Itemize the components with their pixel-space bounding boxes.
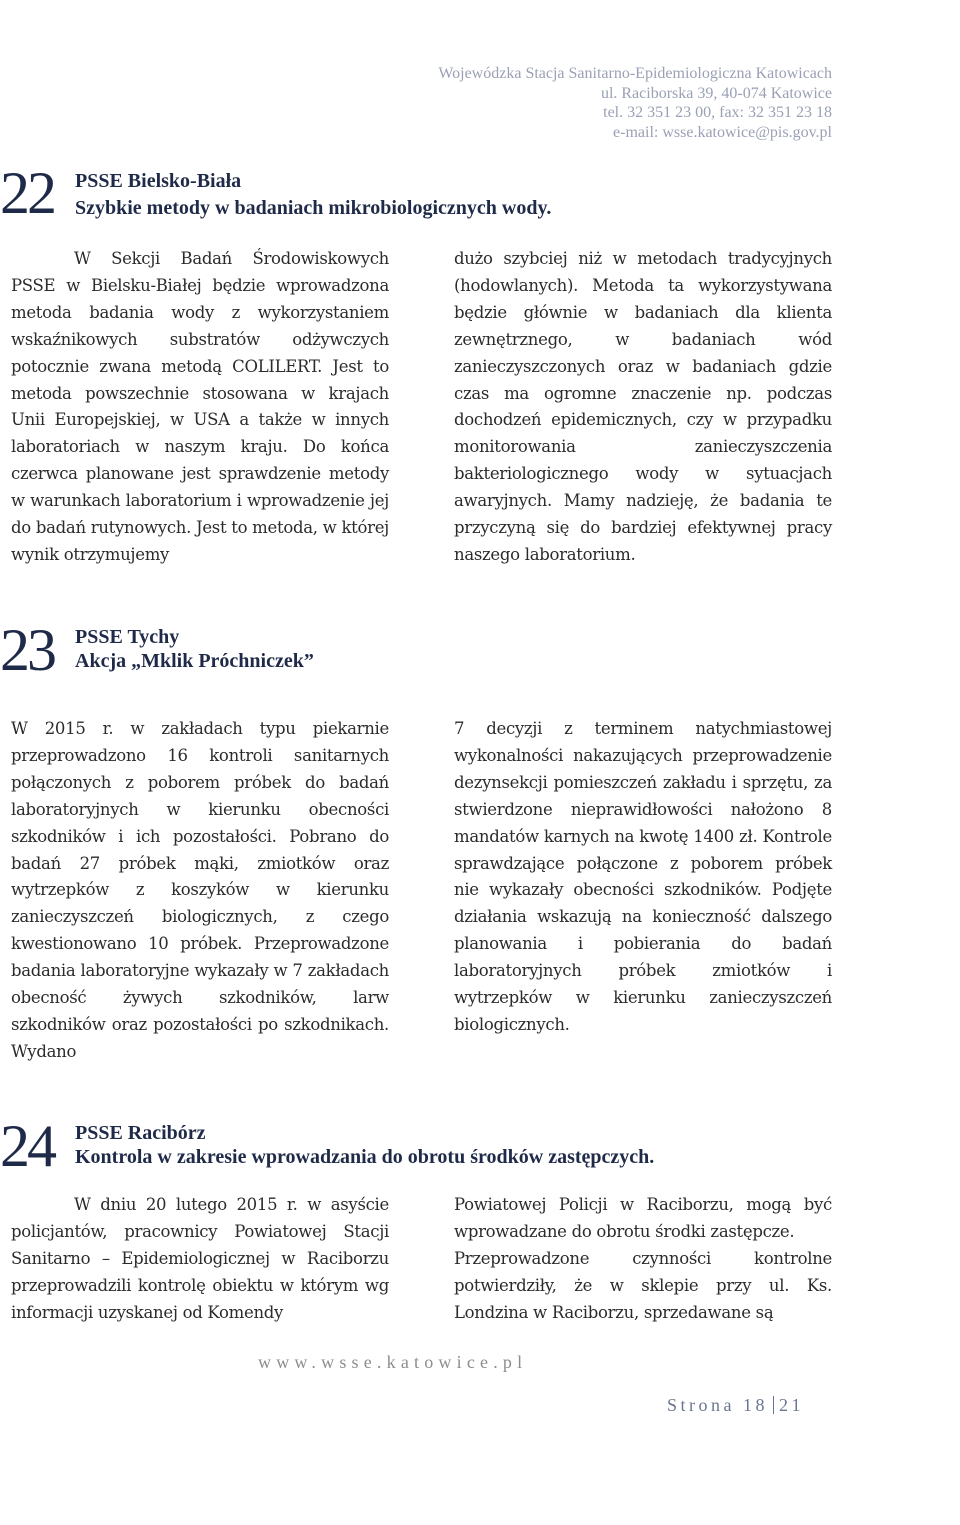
section-number: 23 — [0, 617, 54, 683]
page-total: 21 — [779, 1395, 804, 1415]
page-current: 18 — [743, 1395, 768, 1415]
section-subtitle: Kontrola w zakresie wprowadzania do obrotu środków zastępczych. — [75, 1146, 655, 1168]
section-title: PSSE Racibórz — [75, 1122, 206, 1144]
footer-website-link[interactable]: www.wsse.katowice.pl — [258, 1352, 528, 1372]
section-left-column — [11, 716, 389, 1066]
header-address: ul. Raciborska 39, 40-074 Katowice — [600, 84, 832, 102]
section-right-column — [454, 1192, 832, 1327]
paragraph: W Sekcji Badań Środowiskowych PSSE w Bielsku-Białej będzie wprowadzona metoda badania wody z wykorzystaniem wskaźnikowych substratów odżywczych potocznie zwana metodą COLILERT. Jest to metoda powszechnie stosowana w krajach Unii Europejskiej, w USA a także w innych laboratoriach w naszym kraju. Do końca czerwca planowane jest sprawdzenie metody w warunkach laboratorium i wprowadzenie jej do badań rutynowych. Jest to metoda, w której wynik otrzymujemy — [11, 249, 389, 564]
section-right-column — [454, 246, 832, 569]
paragraph: 7 decyzji z terminem natychmiastowej wykonalności nakazujących przeprowadzenie dezynsekcji pomieszczeń zakładu i sprzętu, za stwierdzone nieprawidłowości nałożono 8 mandatów karnych na kwotę 1400 zł. Kontrole sprawdzające połączone z poborem próbek nie wykazały obecności szkodników. Podjęte działania wskazują na konieczność dalszego planowania i pobierania do badań laboratoryjnych próbek zmiotków i wytrzepków w kierunku zanieczyszczeń biologicznych. — [454, 719, 832, 1034]
paragraph: Przeprowadzone czynności kontrolne potwierdziły, że w sklepie przy ul. Ks. Londzina w Raciborzu, sprzedawane są — [454, 1248, 832, 1322]
page-header — [438, 64, 832, 142]
header-institution: Wojewódzka Stacja Sanitarno-Epidemiologiczna Katowicach — [438, 65, 832, 82]
page-separator — [773, 1396, 774, 1414]
page-label: Strona — [667, 1395, 735, 1415]
section-title: PSSE Bielsko-Biała — [75, 170, 242, 192]
paragraph: Powiatowej Policji w Raciborzu, mogą być wprowadzane do obrotu środki zastępcze. — [454, 1195, 832, 1241]
paragraph: dużo szybciej niż w metodach tradycyjnych (hodowlanych). Metoda ta wykorzystywana będzie głównie w badaniach dla klienta zewnętrznego, w badaniach wód zanieczyszczonych oraz w badaniach gdzie czas ma ogromne znaczenie np. podczas dochodzeń epidemicznych, czy w przypadku monitorowania zanieczyszczenia bakteriologicznego wody w sytuacjach awaryjnych. Mamy nadzieję, że badania te przyczyną się do bardziej efektywnej pracy naszego laboratorium. — [454, 249, 832, 564]
page-number — [667, 1395, 804, 1416]
paragraph: W 2015 r. w zakładach typu piekarnie przeprowadzono 16 kontroli sanitarnych połączonych z poborem próbek do badań laboratoryjnych w kierunku obecności szkodników i ich pozostałości. Pobrano do badań 27 próbek mąki, zmiotków oraz wytrzepków z koszyków w kierunku zanieczyszczeń biologicznych, z czego kwestionowano 10 próbek. Przeprowadzone badania laboratoryjne wykazały w 7 zakładach obecność żywych szkodników, larw szkodników oraz pozostałości po szkodnikach. Wydano — [11, 719, 389, 1061]
section-left-column — [11, 1192, 389, 1327]
header-phone: tel. 32 351 23 00, fax: 32 351 23 18 — [603, 104, 832, 121]
paragraph: W dniu 20 lutego 2015 r. w asyście policjantów, pracownicy Powiatowej Stacji Sanitarno – Epidemiologicznej w Raciborzu przeprowadzili kontrolę obiektu w którym wg informacji uzyskanej od Komendy — [11, 1195, 389, 1322]
section-subtitle: Akcja „Mklik Próchniczek” — [75, 650, 314, 672]
section-subtitle: Szybkie metody w badaniach mikrobiologicznych wody. — [75, 197, 552, 219]
section-number: 24 — [0, 1113, 54, 1179]
section-number: 22 — [0, 160, 54, 226]
header-email: e-mail: wsse.katowice@pis.gov.pl — [613, 123, 832, 141]
section-right-column — [454, 716, 832, 1039]
section-left-column — [11, 246, 389, 569]
section-title: PSSE Tychy — [75, 626, 180, 648]
